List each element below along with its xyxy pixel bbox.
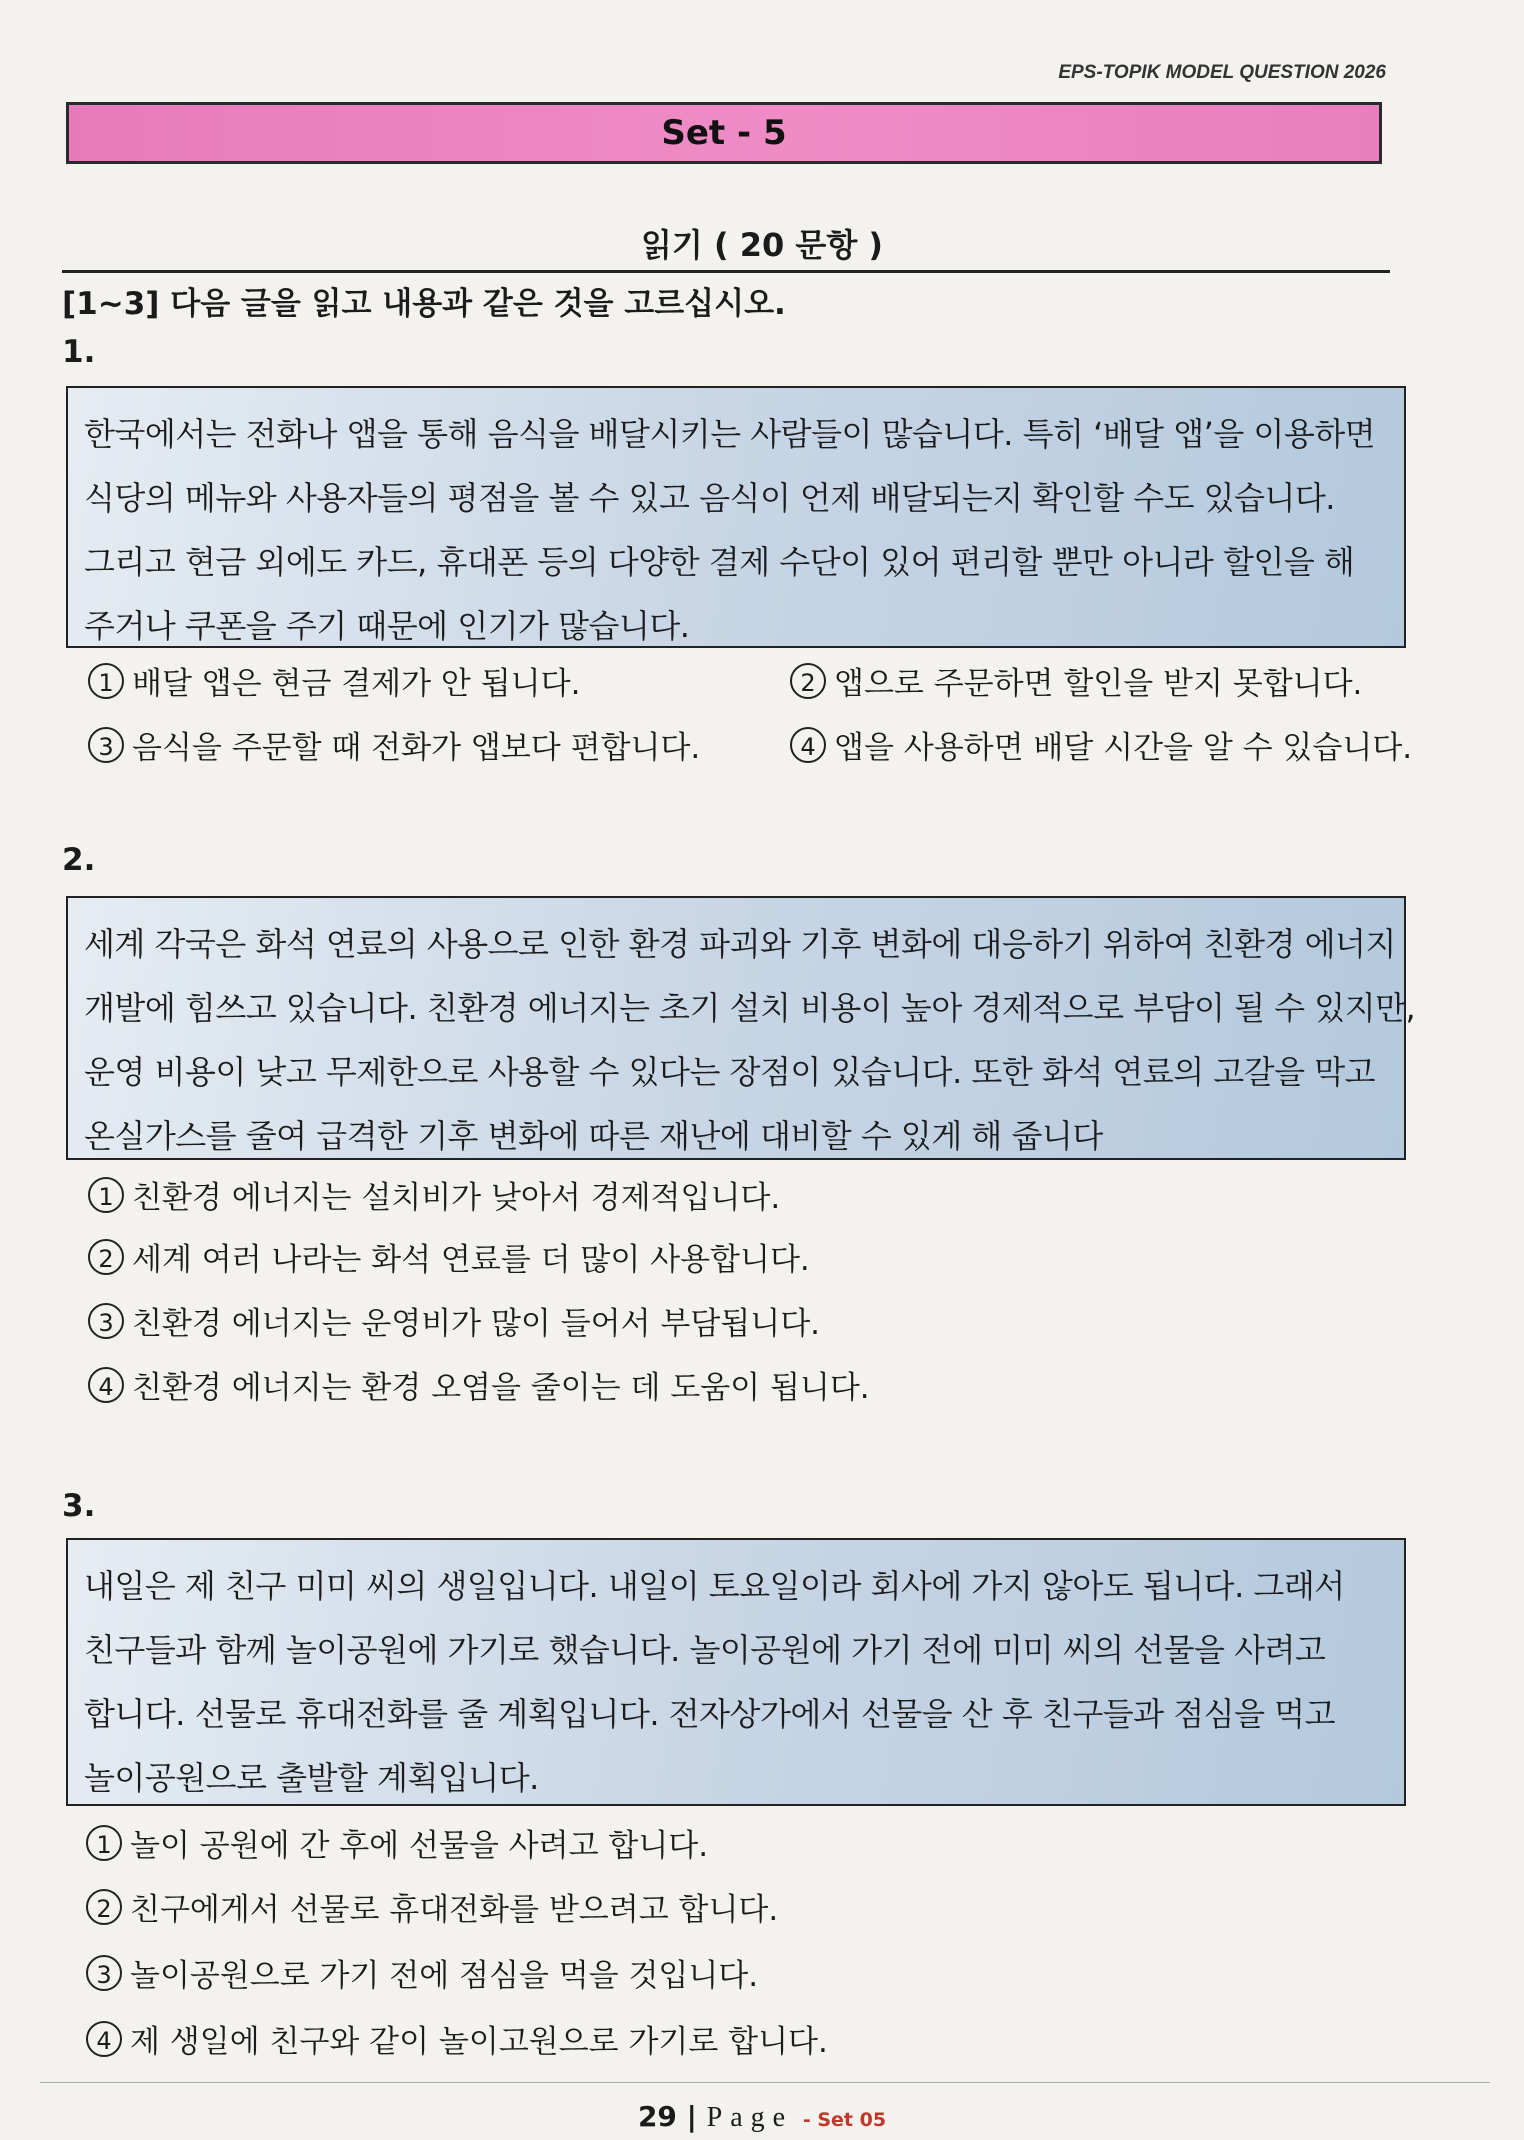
circled-number-1: 1 xyxy=(88,1177,124,1213)
q1-option-3[interactable] xyxy=(88,722,700,767)
circled-number-2: 2 xyxy=(86,1889,122,1925)
question-3-passage xyxy=(66,1538,1406,1806)
q1-option-1[interactable] xyxy=(88,658,580,703)
q1-option-4[interactable] xyxy=(790,722,1412,767)
question-1-passage xyxy=(66,386,1406,648)
circled-number-2: 2 xyxy=(88,1239,124,1275)
question-1-number: 1. xyxy=(62,334,96,370)
passage-line: 세계 각국은 화석 연료의 사용으로 인한 환경 파괴와 기후 변화에 대응하기 위하여 친환경 에너지 xyxy=(84,925,1396,963)
q2-option-4[interactable] xyxy=(88,1362,870,1407)
exam-header-tag: EPS-TOPIK MODEL QUESTION 2026 xyxy=(1058,62,1386,83)
set-banner xyxy=(66,102,1382,164)
option-text: 제 생일에 친구와 같이 놀이고원으로 가기로 합니다. xyxy=(130,2024,828,2060)
question-3-number: 3. xyxy=(62,1488,96,1524)
q3-option-3[interactable] xyxy=(86,1950,758,1995)
passage-line: 합니다. 선물로 휴대전화를 줄 계획입니다. 전자상가에서 선물을 산 후 친구들과 점심을 먹고 xyxy=(84,1695,1335,1733)
option-text: 친구에게서 선물로 휴대전화를 받으려고 합니다. xyxy=(130,1892,779,1928)
circled-number-1: 1 xyxy=(88,663,124,699)
q3-option-1[interactable] xyxy=(86,1820,708,1865)
option-text: 앱을 사용하면 배달 시간을 알 수 있습니다. xyxy=(834,730,1413,766)
option-text: 놀이 공원에 간 후에 선물을 사려고 합니다. xyxy=(130,1828,709,1864)
option-text: 세계 여러 나라는 화석 연료를 더 많이 사용합니다. xyxy=(132,1242,810,1278)
option-text: 배달 앱은 현금 결제가 안 됩니다. xyxy=(132,666,581,702)
circled-number-3: 3 xyxy=(88,727,124,763)
circled-number-4: 4 xyxy=(790,727,826,763)
section-instruction: [1~3] 다음 글을 읽고 내용과 같은 것을 고르십시오. xyxy=(62,286,786,322)
question-2-number: 2. xyxy=(62,842,96,878)
page-number: 29 xyxy=(637,2100,677,2133)
set-tag: - Set 05 xyxy=(802,2109,887,2131)
footer-separator: | xyxy=(686,2100,697,2133)
footer-divider xyxy=(40,2082,1490,2083)
passage-line: 놀이공원으로 출발할 계획입니다. xyxy=(84,1759,539,1797)
circled-number-4: 4 xyxy=(86,2021,122,2057)
q2-option-1[interactable] xyxy=(88,1172,780,1217)
circled-number-2: 2 xyxy=(790,663,826,699)
set-label: Set - 5 xyxy=(661,113,787,153)
page-word: Page xyxy=(706,2102,794,2133)
passage-line: 개발에 힘쓰고 있습니다. 친환경 에너지는 초기 설치 비용이 높아 경제적으로 부담이 될 수 있지만, xyxy=(84,989,1416,1027)
circled-number-3: 3 xyxy=(88,1303,124,1339)
section-divider xyxy=(62,270,1390,273)
q2-option-3[interactable] xyxy=(88,1298,820,1343)
question-2-passage xyxy=(66,896,1416,1160)
option-text: 음식을 주문할 때 전화가 앱보다 편합니다. xyxy=(132,730,701,766)
passage-line: 식당의 메뉴와 사용자들의 평점을 볼 수 있고 음식이 언제 배달되는지 확인할 수도 있습니다. xyxy=(84,479,1335,517)
circled-number-4: 4 xyxy=(88,1367,124,1403)
option-text: 친환경 에너지는 환경 오염을 줄이는 데 도움이 됩니다. xyxy=(132,1370,870,1406)
passage-line: 주거나 쿠폰을 주기 때문에 인기가 많습니다. xyxy=(84,607,690,645)
option-text: 놀이공원으로 가기 전에 점심을 먹을 것입니다. xyxy=(130,1958,759,1994)
option-text: 친환경 에너지는 운영비가 많이 들어서 부담됩니다. xyxy=(132,1306,820,1342)
option-text: 친환경 에너지는 설치비가 낮아서 경제적입니다. xyxy=(132,1180,781,1216)
q3-option-4[interactable] xyxy=(86,2016,828,2061)
option-text: 앱으로 주문하면 할인을 받지 못합니다. xyxy=(834,666,1363,702)
q1-option-2[interactable] xyxy=(790,658,1362,703)
q2-option-2[interactable] xyxy=(88,1234,810,1279)
passage-line: 친구들과 함께 놀이공원에 가기로 했습니다. 놀이공원에 가기 전에 미미 씨의 선물을 사려고 xyxy=(84,1631,1326,1669)
circled-number-1: 1 xyxy=(86,1825,122,1861)
section-title: 읽기 ( 20 문항 ) xyxy=(641,226,883,264)
passage-line: 그리고 현금 외에도 카드, 휴대폰 등의 다양한 결제 수단이 있어 편리할 뿐만 아니라 할인을 해 xyxy=(84,543,1355,581)
page-footer xyxy=(0,2100,1524,2134)
passage-line: 온실가스를 줄여 급격한 기후 변화에 따른 재난에 대비할 수 있게 해 줍니다 xyxy=(84,1117,1103,1155)
passage-line: 내일은 제 친구 미미 씨의 생일입니다. 내일이 토요일이라 회사에 가지 않아도 됩니다. 그래서 xyxy=(84,1567,1345,1605)
passage-line: 한국에서는 전화나 앱을 통해 음식을 배달시키는 사람들이 많습니다. 특히 ‘배달 앱’을 이용하면 xyxy=(84,415,1376,453)
passage-line: 운영 비용이 낮고 무제한으로 사용할 수 있다는 장점이 있습니다. 또한 화석 연료의 고갈을 막고 xyxy=(84,1053,1376,1091)
circled-number-3: 3 xyxy=(86,1955,122,1991)
q3-option-2[interactable] xyxy=(86,1884,778,1929)
